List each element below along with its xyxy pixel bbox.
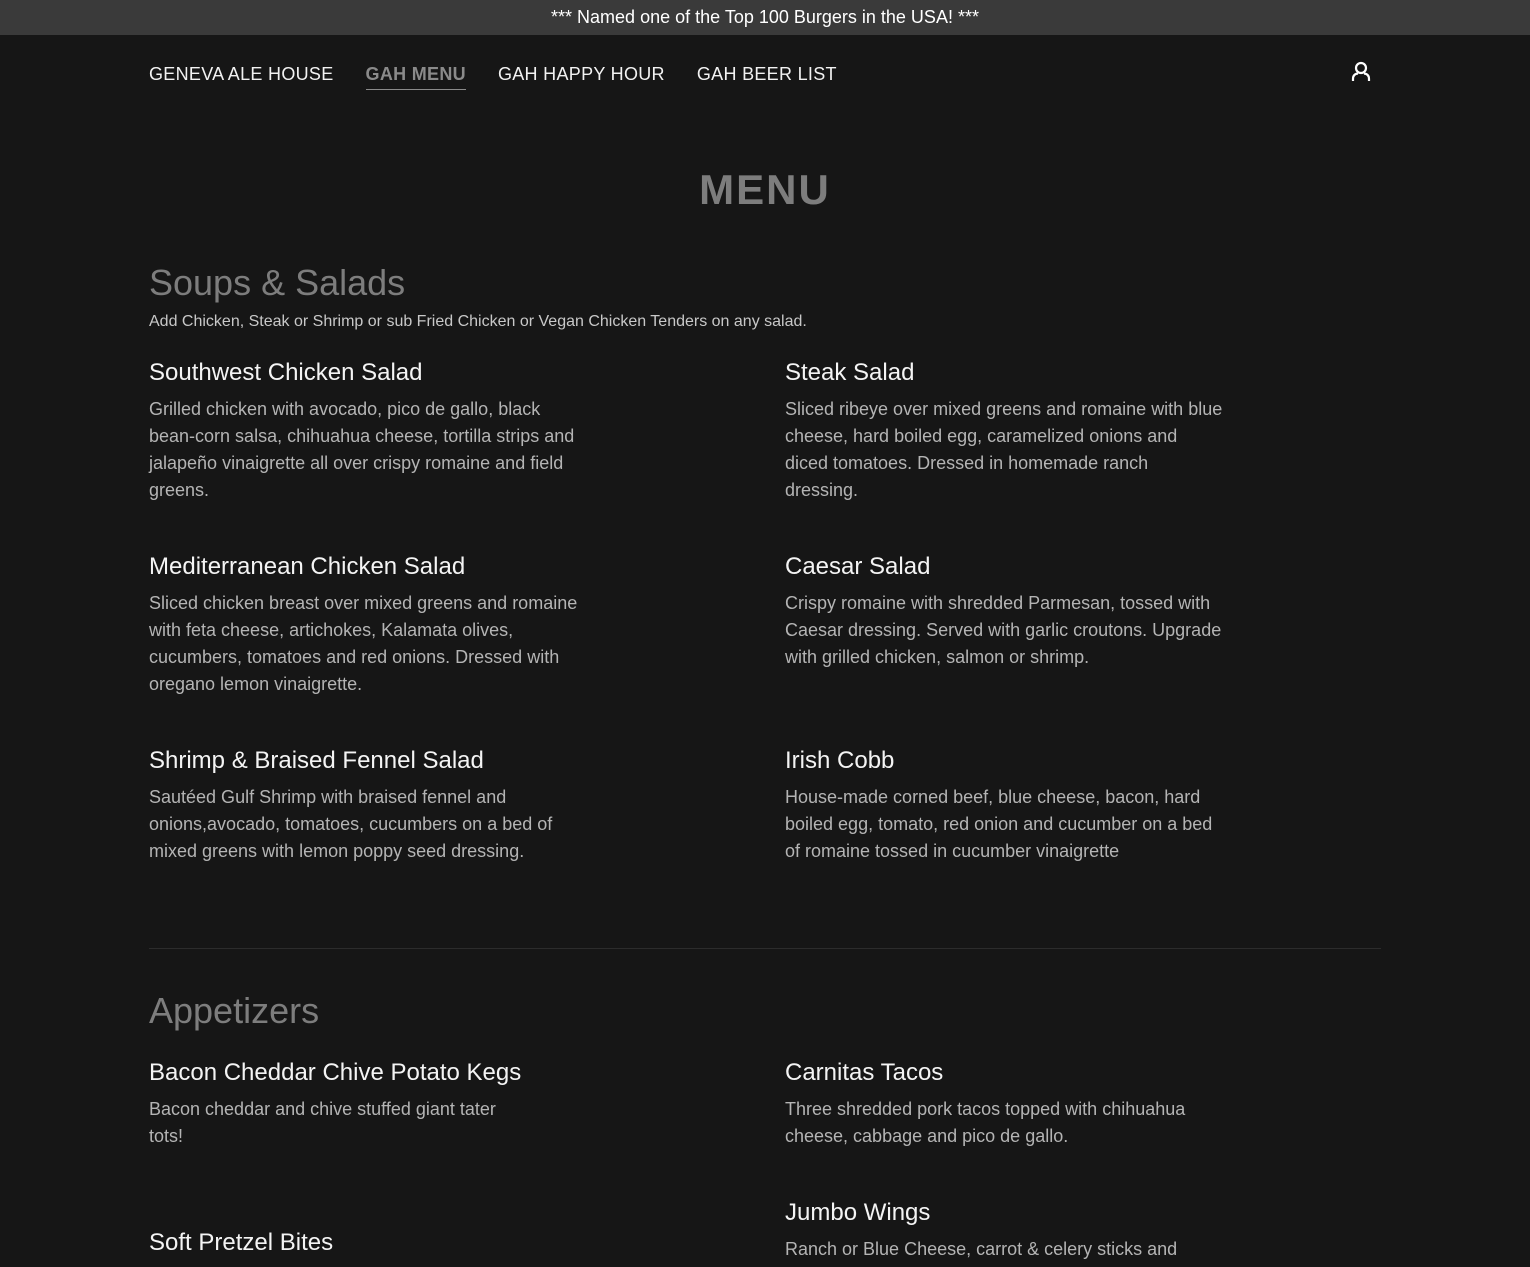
menu-item — [785, 1058, 1225, 1150]
account-button[interactable] — [1349, 60, 1373, 84]
menu-item-description: Ranch or Blue Cheese, carrot & celery sticks and — [785, 1239, 1178, 1259]
menu-item-name: Soft Pretzel Bites — [149, 1229, 334, 1256]
menu-item — [149, 1228, 589, 1266]
section-divider — [149, 948, 1381, 949]
announcement-text: *** Named one of the Top 100 Burgers in the USA! *** — [551, 7, 979, 27]
page-title: MENU — [699, 166, 831, 213]
menu-item — [785, 1198, 1225, 1263]
user-icon — [1349, 60, 1373, 84]
main-nav — [149, 62, 837, 90]
nav-item-geneva-ale-house[interactable]: GENEVA ALE HOUSE — [149, 64, 334, 84]
menu-item-name: Jumbo Wings — [785, 1199, 931, 1226]
menu-item-description: Sliced ribeye over mixed greens and romaine with blue cheese, hard boiled egg, caramelized onions and diced tomatoes. Dressed in homemade ranch dressing. — [785, 399, 1223, 500]
menu-item — [149, 358, 589, 504]
menu-item-name: Southwest Chicken Salad — [149, 359, 423, 386]
menu-item — [785, 358, 1225, 504]
section-note: Add Chicken, Steak or Shrimp or sub Fried Chicken or Vegan Chicken Tenders on any salad. — [149, 313, 807, 330]
menu-item — [785, 552, 1225, 671]
menu-item-description: Crispy romaine with shredded Parmesan, tossed with Caesar dressing. Served with garlic croutons. Upgrade with grilled chicken, salmon or shrimp. — [785, 593, 1222, 667]
announcement-bar — [0, 0, 1530, 35]
menu-item-name: Mediterranean Chicken Salad — [149, 553, 466, 580]
menu-item-name: Caesar Salad — [785, 553, 931, 580]
nav-item-gah-happy-hour[interactable]: GAH HAPPY HOUR — [497, 64, 665, 84]
menu-item — [149, 552, 589, 698]
nav-item-gah-menu[interactable]: GAH MENU — [366, 62, 466, 90]
menu-item-description: Three shredded pork tacos topped with chihuahua cheese, cabbage and pico de gallo. — [785, 1099, 1186, 1146]
menu-item-description: Sliced chicken breast over mixed greens and romaine with feta cheese, artichokes, Kalamata olives, cucumbers, tomatoes and red onions. Dressed with oregano lemon vinaigrette. — [149, 593, 578, 694]
menu-item-name: Carnitas Tacos — [785, 1059, 944, 1086]
menu-item-description: House-made corned beef, blue cheese, bacon, hard boiled egg, tomato, red onion and cucumber on a bed of romaine tossed in cucumber vinaigrette — [785, 787, 1213, 861]
section-title-appetizers: Appetizers — [149, 990, 320, 1031]
menu-item-description: Grilled chicken with avocado, pico de gallo, black bean-corn salsa, chihuahua cheese, tortilla strips and jalapeño vinaigrette all over crispy romaine and field greens. — [149, 399, 575, 500]
menu-item-name: Shrimp & Braised Fennel Salad — [149, 747, 484, 774]
menu-item-name: Bacon Cheddar Chive Potato Kegs — [149, 1059, 522, 1086]
menu-item — [149, 1058, 549, 1150]
menu-item-description: Sautéed Gulf Shrimp with braised fennel and onions,avocado, tomatoes, cucumbers on a bed of mixed greens with lemon poppy seed dressing. — [149, 787, 553, 861]
menu-item-description: Bacon cheddar and chive stuffed giant tater tots! — [149, 1099, 496, 1146]
menu-item-name: Irish Cobb — [785, 747, 895, 774]
menu-item — [785, 746, 1225, 865]
section-title-soups-salads: Soups & Salads — [149, 262, 406, 303]
nav-item-gah-beer-list[interactable]: GAH BEER LIST — [696, 64, 837, 84]
menu-item-name: Steak Salad — [785, 359, 915, 386]
menu-item — [149, 746, 589, 865]
